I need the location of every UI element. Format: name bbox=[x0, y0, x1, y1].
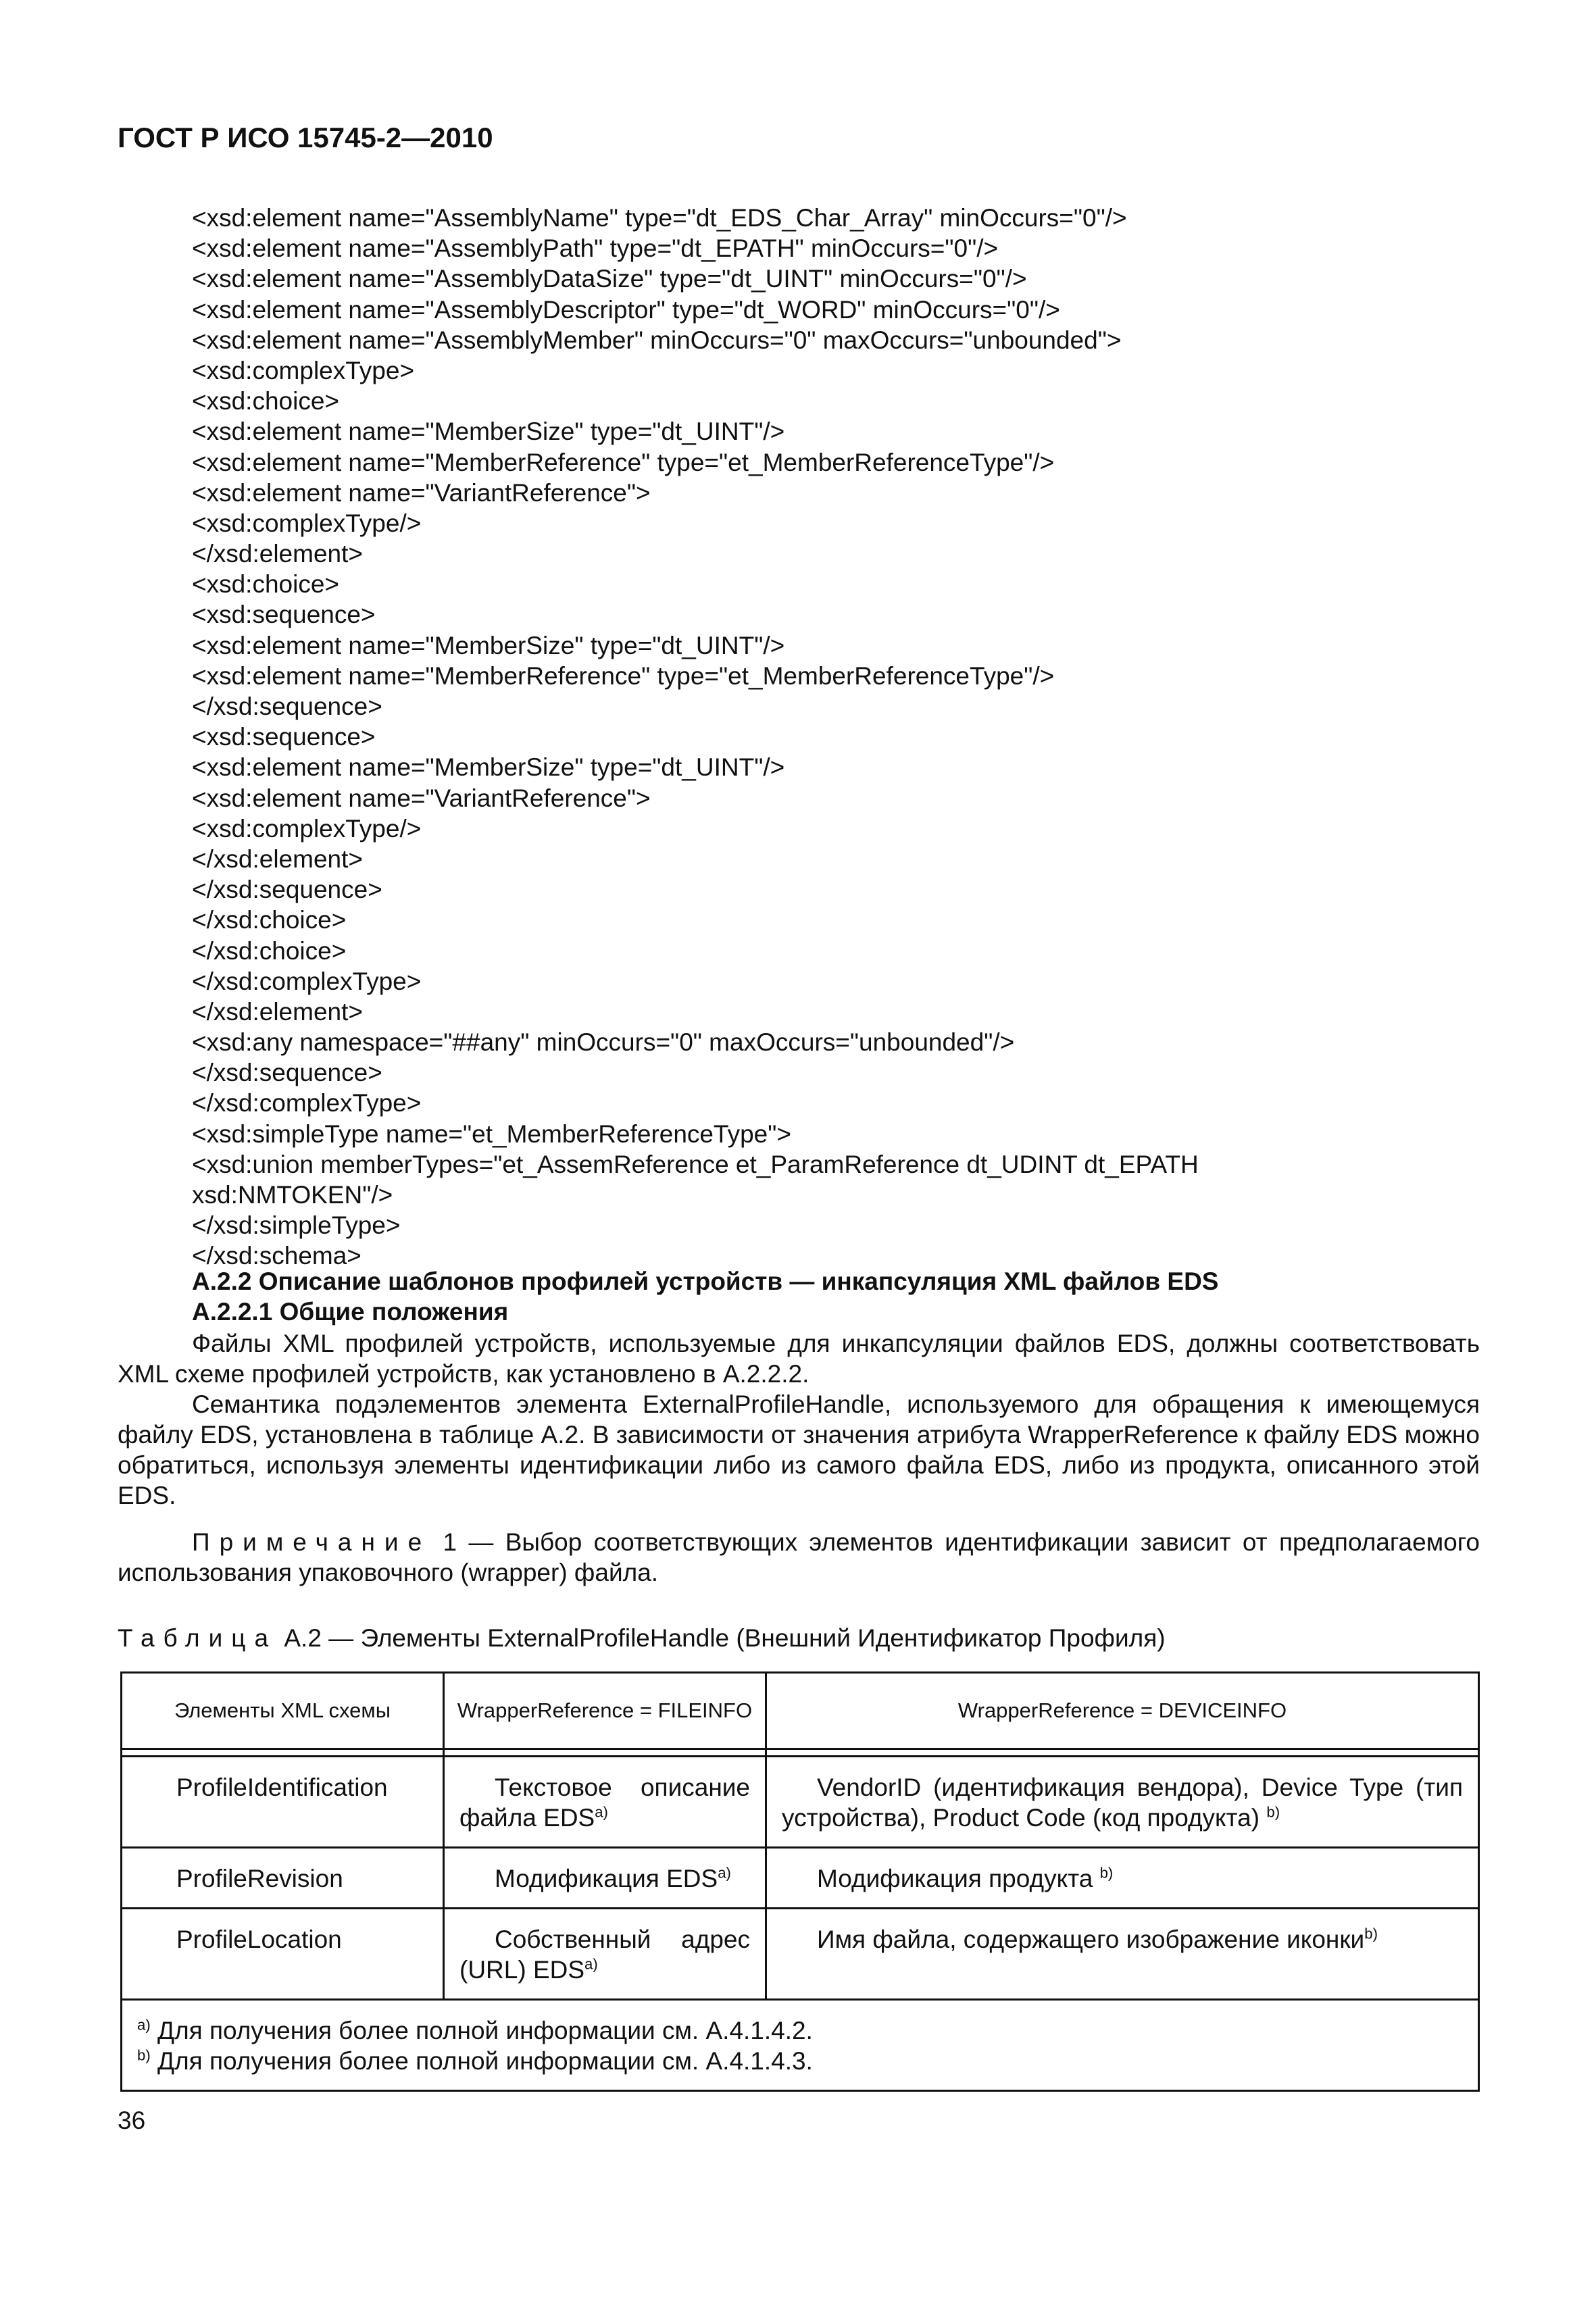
code-line: <xsd:element name="VariantReference"> bbox=[192, 478, 651, 507]
row-element-name: ProfileLocation bbox=[176, 1926, 342, 1953]
code-line: <xsd:sequence> bbox=[192, 723, 376, 751]
row-deviceinfo-value: Модификация продукта $^{b)}$ bbox=[817, 1864, 1114, 1892]
code-line: </xsd:choice> bbox=[192, 906, 347, 934]
code-line: <xsd:element name="MemberSize" type="dt_UINT"/> bbox=[192, 418, 785, 446]
code-line: <xsd:element name="MemberSize" type="dt_UINT"/> bbox=[192, 753, 785, 782]
table-caption-label: Таблица bbox=[118, 1624, 278, 1652]
section-heading-a2221: A.2.2.1 Общие положения bbox=[192, 1298, 509, 1326]
paragraph-intro: Файлы XML профилей устройств, используемые для инкапсуляции файлов EDS, должны соответствовать XML схеме профилей устройств, как установлено в A.2.2.2. bbox=[118, 1330, 1480, 1388]
row-fileinfo-value: Собственный адрес (URL) EDS$^{a)}$ bbox=[459, 1926, 750, 1984]
code-line: </xsd:element> bbox=[192, 845, 363, 873]
code-line: <xsd:any namespace="##any" minOccurs="0" maxOccurs="unbounded"/> bbox=[192, 1028, 1015, 1057]
code-line: </xsd:complexType> bbox=[192, 1089, 422, 1117]
footnote-ref: b) bbox=[1266, 1803, 1280, 1821]
table-row bbox=[122, 1757, 1479, 1848]
row-element-name: ProfileIdentification bbox=[176, 1774, 388, 1801]
code-line: </xsd:element> bbox=[192, 540, 363, 568]
code-line: </xsd:sequence> bbox=[192, 876, 382, 904]
note-text: 1 — Выбор соответствующих элементов идентификации зависит от предполагаемого использования упаковочного (wrapper) файла. bbox=[118, 1528, 1480, 1586]
code-line: <xsd:element name="VariantReference"> bbox=[192, 784, 651, 812]
footnote-ref: a) bbox=[584, 1955, 598, 1973]
code-line: <xsd:element name="AssemblyDataSize" type="dt_UINT" minOccurs="0"/> bbox=[192, 265, 1027, 293]
row-deviceinfo-value: Имя файла, содержащего изображение иконки$^{b)}$ bbox=[817, 1925, 1378, 1953]
code-line: </xsd:complexType> bbox=[192, 967, 422, 995]
code-line: </xsd:simpleType> bbox=[192, 1211, 401, 1240]
code-line: xsd:NMTOKEN"/> bbox=[192, 1181, 393, 1209]
code-line: <xsd:element name="AssemblyName" type="dt_EDS_Char_Array" minOccurs="0"/> bbox=[192, 204, 1127, 232]
header-separator bbox=[122, 1749, 1479, 1757]
code-line: <xsd:element name="AssemblyDescriptor" type="dt_WORD" minOccurs="0"/> bbox=[192, 295, 1060, 324]
table-row bbox=[122, 1848, 1479, 1909]
row-element-name: ProfileRevision bbox=[176, 1865, 343, 1892]
header-xml-elements: Элементы XML схемы bbox=[122, 1673, 444, 1749]
code-line: <xsd:choice> bbox=[192, 570, 340, 599]
row-fileinfo-value: Модификация EDS$^{a)}$ bbox=[495, 1864, 731, 1892]
code-line: <xsd:element name="MemberSize" type="dt_UINT"/> bbox=[192, 631, 785, 659]
note-label: Примечание bbox=[192, 1528, 432, 1556]
code-line: <xsd:element name="MemberReference" type="et_MemberReferenceType"/> bbox=[192, 448, 1055, 476]
table-row bbox=[122, 1909, 1479, 2000]
header-fileinfo: WrapperReference = FILEINFO bbox=[444, 1673, 766, 1749]
row-fileinfo-value: Текстовое описание файла EDS$^{a)}$ bbox=[459, 1774, 750, 1832]
footnote-ref: a) bbox=[718, 1864, 731, 1882]
footnote-b: $^{b)}$ Для получения более полной информации см. A.4.1.4.3. bbox=[137, 2046, 813, 2075]
footnote-ref: b) bbox=[1364, 1925, 1378, 1942]
code-line: <xsd:sequence> bbox=[192, 601, 376, 629]
footnote-ref: b) bbox=[1099, 1864, 1114, 1882]
table-caption-text: A.2 — Элементы ExternalProfileHandle (Внешний Идентификатор Профиля) bbox=[277, 1624, 1166, 1652]
code-line: <xsd:complexType> bbox=[192, 356, 415, 384]
table-footnotes-row bbox=[122, 2000, 1479, 2091]
code-line: </xsd:sequence> bbox=[192, 1059, 382, 1087]
code-line: <xsd:choice> bbox=[192, 387, 340, 416]
code-line: </xsd:sequence> bbox=[192, 693, 382, 720]
code-line: </xsd:element> bbox=[192, 997, 363, 1026]
table-header-row bbox=[122, 1673, 1479, 1749]
code-line: <xsd:simpleType name="et_MemberReferenceType"> bbox=[192, 1120, 791, 1148]
footnote-ref: a) bbox=[595, 1803, 608, 1821]
paragraph-semantics: Семантика подэлементов элемента ExternalProfileHandle, используемого для обращения к имеющемуся файлу EDS, установлена в таблице A.2. В зависимости от значения атрибута WrapperReference к файлу EDS можно обратиться, используя элементы идентификации либо из самого файла EDS, либо из продукта, описанного этой EDS. bbox=[118, 1390, 1480, 1509]
code-line: </xsd:schema> bbox=[192, 1242, 361, 1270]
table-a2 bbox=[120, 1671, 1480, 2092]
footnote-a: $^{a)}$ Для получения более полной информации см. A.4.1.4.2. bbox=[137, 2016, 813, 2044]
row-deviceinfo-value: VendorID (идентификация вендора), Device Type (тип устройства), Product Code (код продукта) $^{b)}$ bbox=[782, 1774, 1463, 1832]
note-paragraph bbox=[118, 1527, 1480, 1588]
table-caption bbox=[118, 1624, 1166, 1653]
document-header: ГОСТ Р ИСО 15745-2—2010 bbox=[118, 122, 493, 153]
header-deviceinfo: WrapperReference = DEVICEINFO bbox=[766, 1673, 1479, 1749]
code-line: </xsd:choice> bbox=[192, 936, 347, 965]
xml-schema-code-block bbox=[192, 203, 1476, 1272]
code-line: <xsd:element name="MemberReference" type="et_MemberReferenceType"/> bbox=[192, 661, 1055, 690]
section-heading-a222: A.2.2 Описание шаблонов профилей устройств — инкапсуляция XML файлов EDS bbox=[192, 1267, 1219, 1295]
code-line: <xsd:element name="AssemblyMember" minOccurs="0" maxOccurs="unbounded"> bbox=[192, 326, 1122, 354]
code-line: <xsd:complexType/> bbox=[192, 814, 422, 842]
page-number: 36 bbox=[118, 2107, 146, 2134]
code-line: <xsd:complexType/> bbox=[192, 509, 422, 537]
code-line: <xsd:union memberTypes="et_AssemReference et_ParamReference dt_UDINT dt_EPATH bbox=[192, 1150, 1199, 1178]
code-line: <xsd:element name="AssemblyPath" type="dt_EPATH" minOccurs="0"/> bbox=[192, 234, 999, 263]
